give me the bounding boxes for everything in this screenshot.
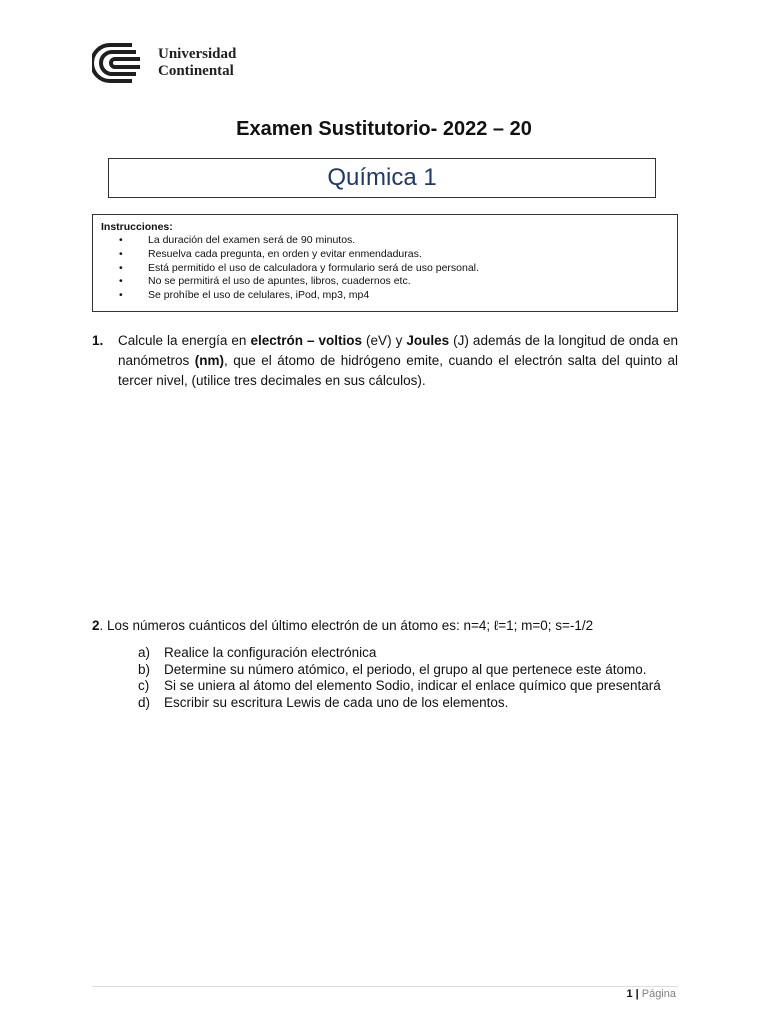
item-text: Si se uniera al átomo del elemento Sodio, indicar el enlace químico que presentará: [164, 678, 661, 693]
instructions-box: [92, 214, 678, 312]
exam-title: Examen Sustitutorio- 2022 – 20: [236, 118, 532, 140]
page-number: 1: [626, 988, 633, 1000]
instructions-list: [101, 234, 669, 303]
q1-bold-electron-volts: electrón – voltios: [250, 333, 363, 348]
instruction-item: • Está permitido el uso de calculadora y formulario será de uso personal.: [101, 262, 669, 276]
page-footer: [627, 988, 676, 1000]
q1-text-part: (eV) y: [362, 333, 407, 348]
question-2-text: . Los números cuánticos del último electrón de un átomo es: n=4; ℓ=1; m=0; s=-1/2: [99, 618, 594, 633]
item-label: a): [138, 645, 151, 660]
item-label: c): [138, 678, 150, 693]
q1-bold-joules: Joules: [406, 333, 450, 348]
question-2-item: [92, 678, 678, 695]
instruction-item: • Se prohíbe el uso de celulares, iPod, mp3, mp4: [101, 289, 669, 303]
logo-line-1: Universidad: [158, 46, 237, 62]
q1-bold-nm: (nm): [194, 353, 225, 368]
item-label: d): [138, 694, 151, 710]
page-label: Página: [641, 988, 676, 1000]
question-2-item: [92, 662, 678, 679]
question-1-number: 1.: [92, 333, 104, 348]
question-2: [92, 617, 678, 711]
q1-text-part: (J) además de la longitud de onda en nanómetros: [118, 333, 678, 368]
university-logo: [92, 42, 236, 84]
question-2-item: [92, 645, 678, 662]
item-text: Realice la configuración electrónica: [164, 645, 377, 660]
subject-title: Química 1: [327, 164, 437, 191]
logo-line-2: Continental: [158, 63, 234, 79]
logo-wordmark: [158, 46, 236, 80]
subject-box: [108, 158, 656, 198]
university-logo-icon: [92, 42, 150, 84]
item-text: Escribir su escritura Lewis de cada uno de los elementos.: [164, 694, 509, 710]
question-2-number: 2: [92, 618, 100, 633]
instructions-title: Instrucciones:: [101, 221, 173, 233]
instruction-item: • La duración del examen será de 90 minutos.: [101, 234, 669, 248]
question-1-text: [118, 331, 678, 391]
instruction-item: • Resuelva cada pregunta, en orden y evitar enmendaduras.: [101, 248, 669, 262]
question-1: [92, 331, 678, 391]
item-label: b): [138, 661, 151, 677]
footer-separator: |: [635, 988, 639, 1000]
instruction-item: • No se permitirá el uso de apuntes, libros, cuadernos etc.: [101, 275, 669, 289]
q1-text-part: , que el átomo de hidrógeno emite, cuando el electrón salta del quinto al tercer nivel, (utilice tres decimales en sus cálculos).: [118, 353, 679, 388]
footer-divider: [92, 986, 678, 987]
question-2-stem: [92, 617, 678, 635]
q1-text-part: Calcule la energía en: [118, 333, 251, 348]
item-text: Determine su número atómico, el periodo, el grupo al que pertenece este átomo.: [164, 661, 647, 677]
question-2-items: [92, 645, 678, 711]
question-2-item: [92, 695, 678, 712]
